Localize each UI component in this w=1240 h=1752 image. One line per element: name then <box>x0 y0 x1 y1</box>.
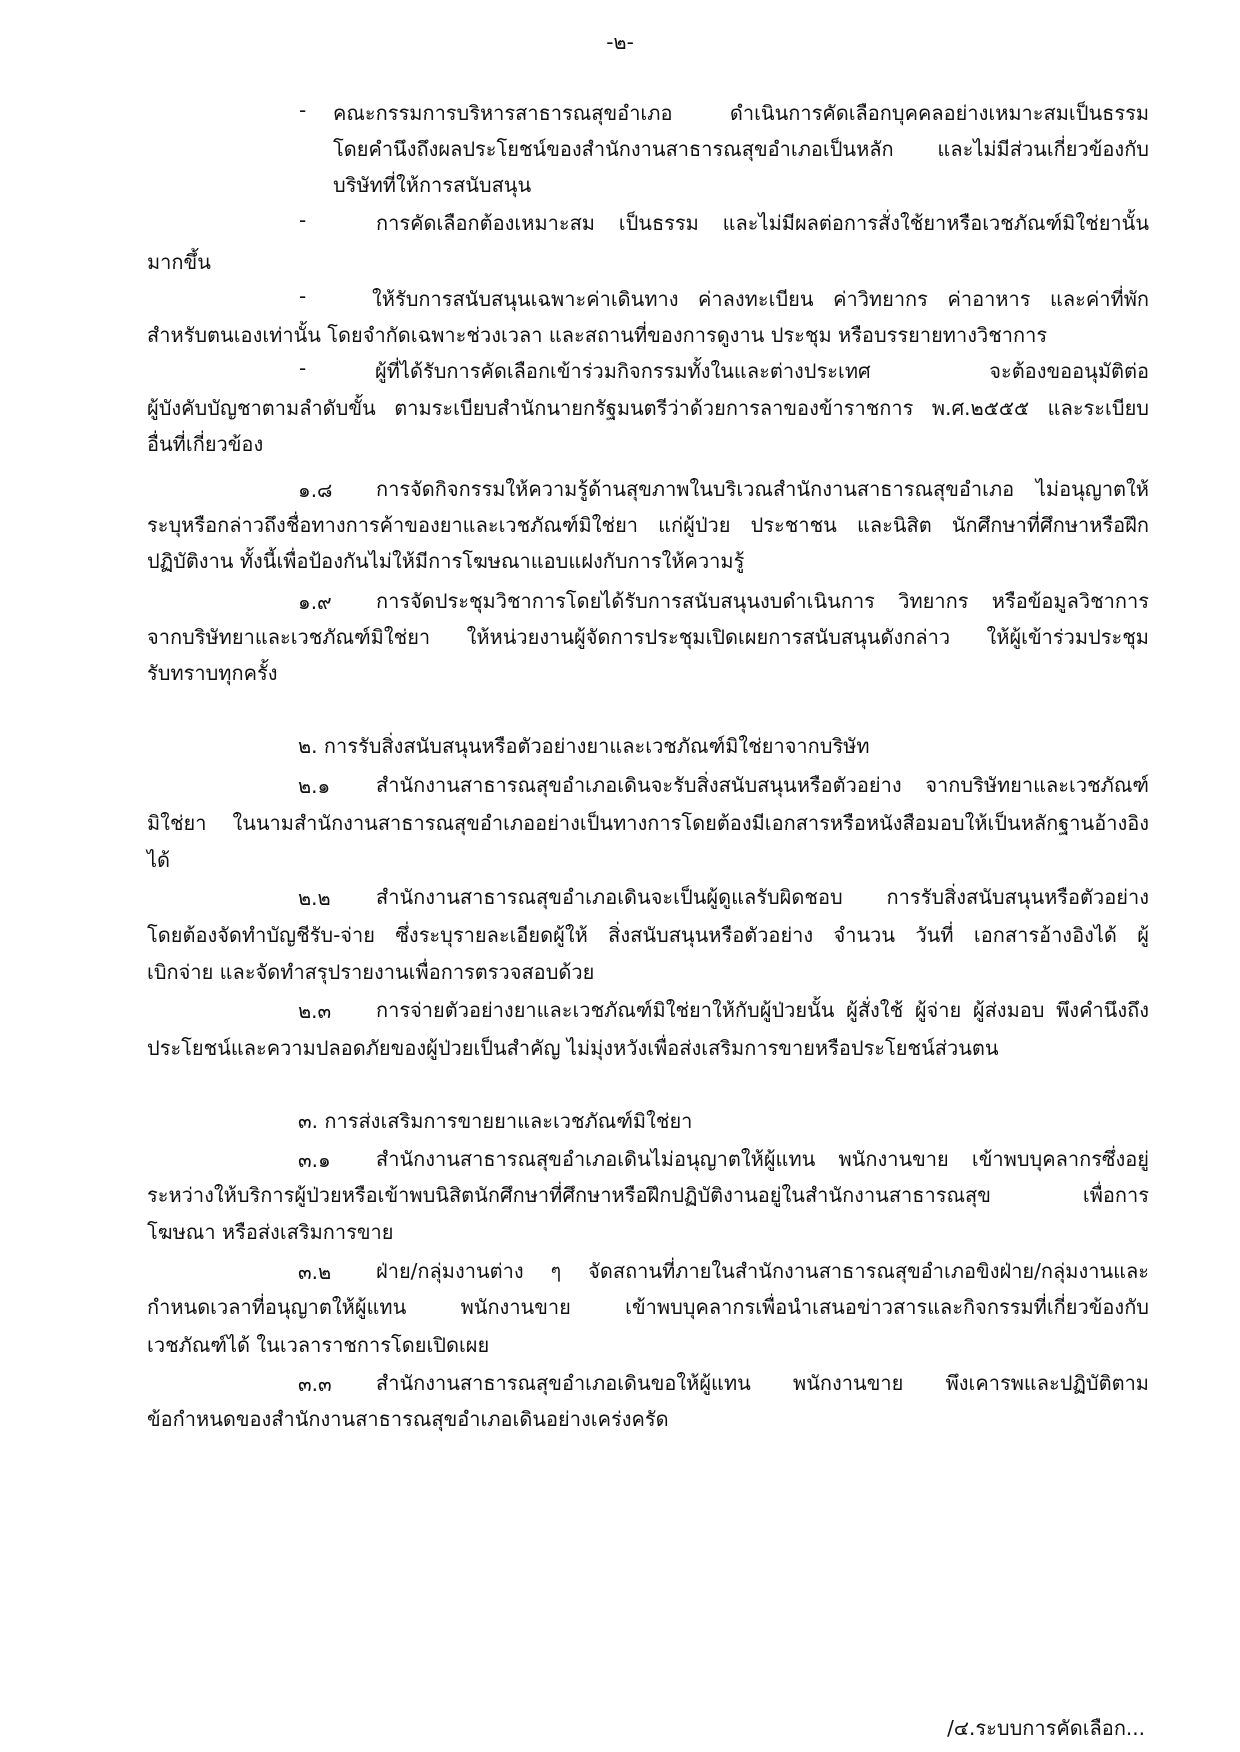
paragraph-line: สำนักงานสาธารณสุขอำเภอเดินไม่อนุญาตให้ผู้แทน พนักงานขาย เข้าพบบุคลากรซึ่งอยู่ <box>376 1147 1149 1171</box>
bullet-line: โดยคำนึงถึงผลประโยชน์ของสำนักงานสาธารณสุขอำเภอเป็นหลัก และไม่มีส่วนเกี่ยวข้องกับ <box>333 137 1149 161</box>
bullet-line: บริษัทที่ให้การสนับสนุน <box>333 173 532 197</box>
paragraph-line: สำนักงานสาธารณสุขอำเภอเดินขอให้ผู้แทน พนักงานขาย พึงเคารพและปฏิบัติตาม <box>376 1371 1149 1395</box>
paragraph-line: รับทราบทุกครั้ง <box>147 661 278 685</box>
item-number: ๓.๓ <box>298 1372 332 1396</box>
item-number: ๒.๓ <box>298 999 332 1023</box>
bullet-line: ให้รับการสนับสนุนเฉพาะค่าเดินทาง ค่าลงทะเบียน ค่าวิทยากร ค่าอาหาร และค่าที่พัก <box>372 287 1149 311</box>
paragraph-line: เบิกจ่าย และจัดทำสรุปรายงานเพื่อการตรวจสอบด้วย <box>147 960 595 984</box>
paragraph-line: ระบุหรือกล่าวถึงชื่อทางการค้าของยาและเวชภัณฑ์มิใช่ยา แก่ผู้ป่วย ประชาชน และนิสิต นักศึกษาที่ศึกษาหรือฝึก <box>147 513 1149 537</box>
paragraph-line: ประโยชน์และความปลอดภัยของผู้ป่วยเป็นสำคัญ ไม่มุ่งหวังเพื่อส่งเสริมการขายหรือประโยชน์ส่วนตน <box>147 1036 999 1060</box>
bullet-line: อื่นที่เกี่ยวข้อง <box>147 432 264 456</box>
paragraph-line: โฆษณา หรือส่งเสริมการขาย <box>147 1220 394 1244</box>
paragraph-line: สำนักงานสาธารณสุขอำเภอเดินจะเป็นผู้ดูแลรับผิดชอบ การรับสิ่งสนับสนุนหรือตัวอย่าง <box>376 885 1149 909</box>
paragraph-line: จากบริษัทยาและเวชภัณฑ์มิใช่ยา ให้หน่วยงานผู้จัดการประชุมเปิดเผยการสนับสนุนดังกล่าว ให้ผู้เข้าร่วมประชุม <box>147 625 1149 649</box>
paragraph-line: ข้อกำหนดของสำนักงานสาธารณสุขอำเภอเดินอย่างเคร่งครัด <box>147 1407 669 1431</box>
item-number: ๓.๒ <box>298 1260 332 1284</box>
bullet-marker: - <box>299 208 307 232</box>
bullet-line: ผู้บังคับบัญชาตามลำดับขั้น ตามระเบียบสำนักนายกรัฐมนตรีว่าด้วยการลาของข้าราชการ พ.ศ.๒๕๕๕ และระเบียบ <box>147 396 1149 420</box>
page-number: -๒- <box>606 30 634 54</box>
bullet-marker: - <box>299 98 307 122</box>
paragraph-line: ได้ <box>147 848 171 872</box>
bullet-line: มากขึ้น <box>147 250 211 274</box>
section-heading: ๓. การส่งเสริมการขายยาและเวชภัณฑ์มิใช่ยา <box>298 1109 693 1133</box>
paragraph-line: การจัดกิจกรรมให้ความรู้ด้านสุขภาพในบริเวณสำนักงานสาธารณสุขอำเภอ ไม่อนุญาตให้ <box>376 477 1149 501</box>
bullet-line: การคัดเลือกต้องเหมาะสม เป็นธรรม และไม่มีผลต่อการสั่งใช้ยาหรือเวชภัณฑ์มิใช่ยานั้น <box>376 211 1149 235</box>
item-number: ๑.๙ <box>298 590 332 614</box>
paragraph-line: มิใช่ยา ในนามสำนักงานสาธารณสุขอำเภออย่างเป็นทางการโดยต้องมีเอกสารหรือหนังสือมอบให้เป็นหลักฐานอ้างอิง <box>147 811 1149 835</box>
paragraph-line: ฝ่าย/กลุ่มงานต่าง ๆ จัดสถานที่ภายในสำนักงานสาธารณสุขอำเภอขิงฝ่าย/กลุ่มงานและ <box>376 1259 1149 1283</box>
paragraph-line: โดยต้องจัดทำบัญชีรับ-จ่าย ซึ่งระบุรายละเอียดผู้ให้ สิ่งสนับสนุนหรือตัวอย่าง จำนวน วันที่ เอกสารอ้างอิงได้ ผู้ <box>147 923 1149 947</box>
paragraph-line: การจัดประชุมวิชาการโดยได้รับการสนับสนุนงบดำเนินการ วิทยากร หรือข้อมูลวิชาการ <box>376 589 1149 613</box>
bullet-marker: - <box>299 356 307 380</box>
paragraph-line: ระหว่างให้บริการผู้ป่วยหรือเข้าพบนิสิตนักศึกษาที่ศึกษาหรือฝึกปฏิบัติงานอยู่ในสำนักงานสาธารณสุข เพื่อการ <box>147 1183 1149 1207</box>
bullet-line: คณะกรรมการบริหารสาธารณสุขอำเภอ ดำเนินการคัดเลือกบุคคลอย่างเหมาะสมเป็นธรรม <box>333 101 1149 125</box>
paragraph-line: การจ่ายตัวอย่างยาและเวชภัณฑ์มิใช่ยาให้กับผู้ป่วยนั้น ผู้สั่งใช้ ผู้จ่าย ผู้ส่งมอบ พึงคำนึงถึง <box>376 998 1149 1022</box>
paragraph-line: เวชภัณฑ์ได้ ในเวลาราชการโดยเปิดเผย <box>147 1333 490 1357</box>
paragraph-line: สำนักงานสาธารณสุขอำเภอเดินจะรับสิ่งสนับสนุนหรือตัวอย่าง จากบริษัทยาและเวชภัณฑ์ <box>376 773 1149 797</box>
bullet-line: สำหรับตนเองเท่านั้น โดยจำกัดเฉพาะช่วงเวลา และสถานที่ของการดูงาน ประชุม หรือบรรยายทางวิชาการ <box>147 323 1048 347</box>
section-heading: ๒. การรับสิ่งสนับสนุนหรือตัวอย่างยาและเวชภัณฑ์มิใช่ยาจากบริษัท <box>298 734 870 758</box>
item-number: ๓.๑ <box>298 1148 331 1172</box>
item-number: ๑.๘ <box>298 478 333 502</box>
bullet-line: ผู้ที่ได้รับการคัดเลือกเข้าร่วมกิจกรรมทั้งในและต่างประเทศ จะต้องขออนุมัติต่อ <box>375 359 1149 383</box>
item-number: ๒.๑ <box>298 774 331 798</box>
paragraph-line: ปฏิบัติงาน ทั้งนี้เพื่อป้องกันไม่ให้มีการโฆษณาแอบแฝงกับการให้ความรู้ <box>147 549 745 573</box>
bullet-marker: - <box>299 284 307 308</box>
item-number: ๒.๒ <box>298 886 331 910</box>
footer-continuation: /๔.ระบบการคัดเลือก... <box>947 1716 1145 1740</box>
paragraph-line: กำหนดเวลาที่อนุญาตให้ผู้แทน พนักงานขาย เข้าพบบุคลากรเพื่อนำเสนอข่าวสารและกิจกรรมที่เกี่ยวข้องกับ <box>147 1295 1149 1319</box>
